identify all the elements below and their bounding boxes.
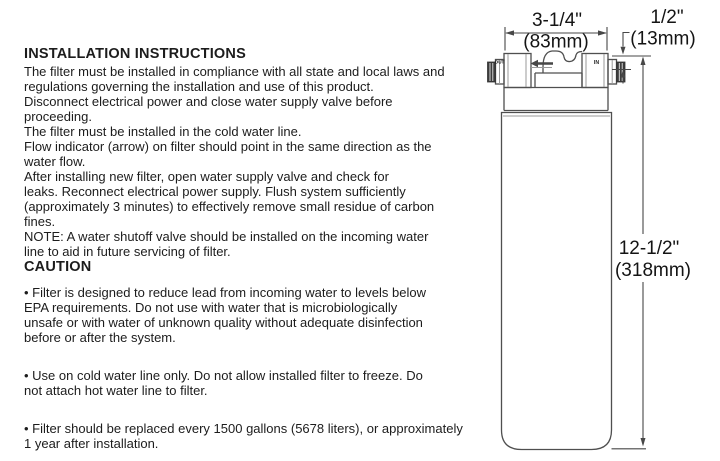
text-line: (approximately 3 minutes) to effectively remove small residue of carbon bbox=[24, 199, 435, 214]
flow-arrow-icon bbox=[531, 60, 554, 68]
dim-height-inches-label: 12-1/2" bbox=[618, 238, 680, 259]
text-line: not attach hot water line to filter. bbox=[24, 383, 208, 398]
dimension-width bbox=[505, 10, 607, 53]
filter-head-drawing bbox=[488, 51, 626, 88]
text-line: Flow indicator (arrow) on filter should point in the same direction as the bbox=[24, 139, 432, 154]
dim-offset-inches-label: 1/2" bbox=[650, 7, 684, 28]
text-line: After installing new filter, open water supply valve and check for bbox=[24, 169, 389, 184]
text-line: 1 year after installation. bbox=[24, 436, 159, 451]
text-line: The filter must be installed in compliance with all state and local laws and bbox=[24, 64, 445, 79]
text-line: • Filter should be replaced every 1500 gallons (5678 liters), or approximately bbox=[24, 421, 463, 436]
text-line: The filter must be installed in the cold water line. bbox=[24, 124, 302, 139]
text-line: regulations governing the installation and use of this product. bbox=[24, 79, 374, 94]
text-line: Disconnect electrical power and close water supply valve before bbox=[24, 94, 393, 109]
out-port-label: OUT bbox=[494, 59, 505, 65]
caution-heading: CAUTION bbox=[24, 259, 92, 275]
filter-body-drawing bbox=[502, 88, 612, 450]
dim-width-inches-label: 3-1/4" bbox=[531, 10, 583, 31]
text-line: EPA requirements. Do not use with water that is microbiologically bbox=[24, 300, 398, 315]
text-line: fines. bbox=[24, 214, 56, 229]
text-line: • Filter is designed to reduce lead from incoming water to levels below bbox=[24, 285, 426, 300]
in-port-label: IN bbox=[593, 60, 600, 66]
dimension-height bbox=[612, 57, 692, 449]
installation-heading: INSTALLATION INSTRUCTIONS bbox=[24, 46, 246, 62]
text-line: unsafe or with water of unknown quality without adequate disinfection bbox=[24, 315, 423, 330]
text-line: • Use on cold water line only. Do not allow installed filter to freeze. Do bbox=[24, 368, 423, 383]
dim-width-mm-label: (83mm) bbox=[523, 31, 589, 53]
dim-offset-mm-label: (13mm) bbox=[630, 28, 696, 50]
text-line: NOTE: A water shutoff valve should be installed on the incoming water bbox=[24, 229, 429, 244]
dim-height-mm-label: (318mm) bbox=[614, 260, 692, 281]
text-line: proceeding. bbox=[24, 109, 92, 124]
text-line: line to aid in future servicing of filter. bbox=[24, 244, 231, 259]
text-line: water flow. bbox=[24, 154, 86, 169]
text-line: leaks. Reconnect electrical power supply. Flush system sufficiently bbox=[24, 184, 406, 199]
text-line: before or after the system. bbox=[24, 330, 176, 345]
